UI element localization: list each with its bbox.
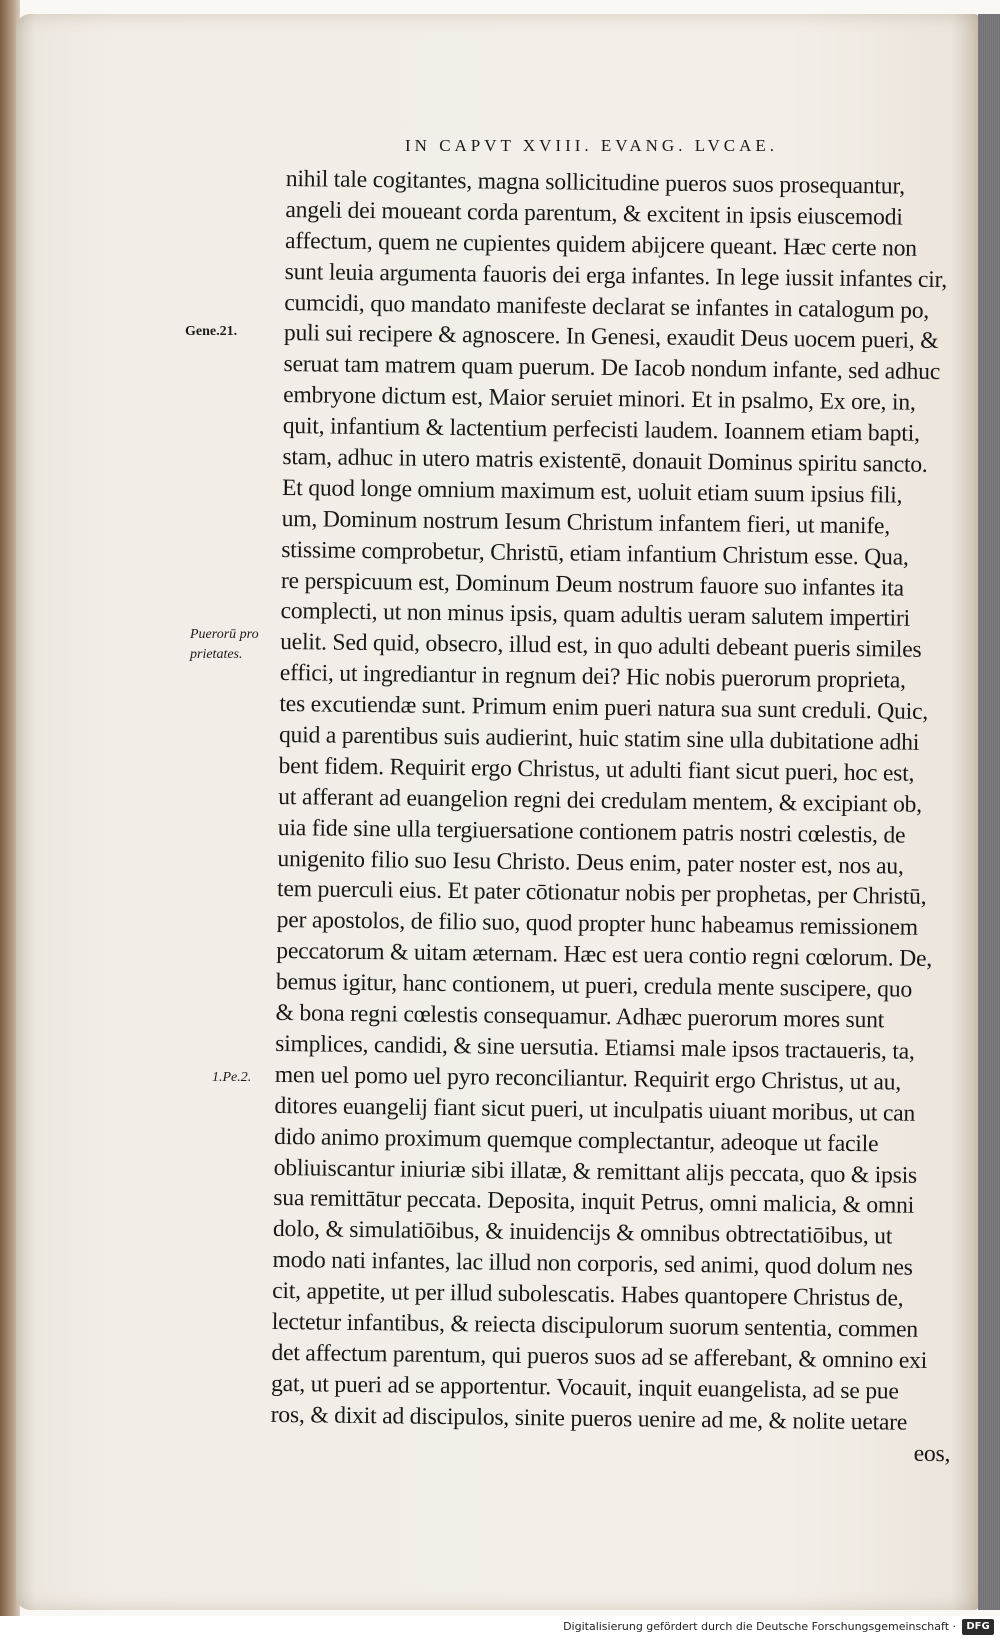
text-line: uia fide sine ulla tergiuersatione contionem patris nostri cœlestis, de bbox=[277, 814, 906, 849]
text-line: ditores euangelij fiant sicut pueri, ut inculpatis uiuant moribus, ut can bbox=[274, 1092, 916, 1127]
text-line: det affectum parentum, qui pueros suos ad se afferebant, & omnino exi bbox=[271, 1339, 928, 1374]
text-line: bent fidem. Requirit ergo Christus, ut adulti fiant sicut pueri, hoc est, bbox=[278, 752, 915, 787]
text-line: gat, ut pueri ad se apportentur. Vocauit, inquit euangelista, ad se pue bbox=[270, 1370, 899, 1405]
text-line: Et quod longe omnium maximum est, uoluit etiam suum ipsius fili, bbox=[281, 474, 903, 509]
text-line: uelit. Sed quid, obsecro, illud est, in quo adulti debeant pueris similes bbox=[279, 629, 922, 664]
text-line: sua remittātur peccata. Deposita, inquit Petrus, omni malicia, & omni bbox=[273, 1185, 915, 1220]
text-line: & bona regni cœlestis consequamur. Adhæc puerorum mores sunt bbox=[275, 999, 885, 1034]
text-line: men uel pomo uel pyro reconciliantur. Requirit ergo Christus, ut au, bbox=[274, 1061, 902, 1096]
text-line: angeli dei moueant corda parentum, & excitent in ipsis eiuscemodi bbox=[285, 196, 903, 231]
text-line: affectum, quem ne cupientes quidem abijcere queant. Hæc certe non bbox=[284, 227, 918, 262]
text-line: nihil tale cogitantes, magna sollicitudine pueros suos prosequantur, bbox=[285, 165, 906, 200]
body-text bbox=[270, 164, 966, 1470]
text-line: bemus igitur, hanc contionem, ut pueri, credula mente suscipere, quo bbox=[275, 969, 913, 1003]
text-line: cumcidi, quo mandato manifeste declarat se infantes in catalogum po, bbox=[284, 289, 930, 324]
text-line: modo nati infantes, lac illud non corporis, sed animi, quod dolum nes bbox=[272, 1247, 913, 1281]
text-line: lectetur infantibus, & reiecta discipulorum suorum sententia, commen bbox=[271, 1308, 919, 1343]
margin-note-puerorum-line2: prietates. bbox=[190, 647, 243, 662]
text-line: embryone dictum est, Maior seruiet minori. Et in psalmo, Ex ore, in, bbox=[283, 382, 916, 416]
text-line: puli sui recipere & agnoscere. In Genesi, exaudit Deus uocem pueri, & bbox=[283, 320, 939, 355]
text-line: um, Dominum nostrum Iesum Christum infantem fieri, ut manife, bbox=[281, 505, 891, 540]
text-line: stissime comprobetur, Christū, etiam infantium Christum esse. Qua, bbox=[281, 536, 909, 571]
text-line: quid a parentibus suis audierint, huic statim sine ulla dubitatione adhi bbox=[278, 721, 920, 756]
text-line: tem puerculi eius. Et pater cōtionatur nobis per prophetas, per Christū, bbox=[276, 876, 927, 911]
text-line: dido animo proximum quemque complectantur, adeoque ut facile bbox=[273, 1123, 879, 1157]
text-line: cit, appetite, ut per illud subolescatis. Habes quantopere Christus de, bbox=[272, 1277, 904, 1312]
text-line: obliuiscantur iniuriæ sibi illatæ, & remittant alijs peccata, quo & ipsis bbox=[273, 1154, 918, 1189]
margin-note-puerorum bbox=[190, 625, 259, 665]
text-line: complecti, ut non minus ipsis, quam adultis ueram salutem impertiri bbox=[280, 598, 911, 633]
margin-note-puerorum-line1: Puerorū pro bbox=[190, 627, 259, 642]
page-edges bbox=[978, 14, 1000, 1610]
text-line: ut afferant ad euangelion regni dei credulam mentem, & excipiant ob, bbox=[278, 783, 923, 818]
footer-credit: Digitalisierung gefördert durch die Deutsche Forschungsgemeinschaft · bbox=[563, 1620, 956, 1633]
text-line: effici, ut ingrediantur in regnum dei? Hic nobis puerorum proprieta, bbox=[279, 660, 906, 694]
text-line: simplices, candidi, & sine uersutia. Etiamsi male ipsos tractaueris, ta, bbox=[275, 1030, 915, 1065]
text-line: unigenito filio suo Iesu Christo. Deus enim, pater noster est, nos au, bbox=[277, 845, 904, 880]
dfg-logo: DFG bbox=[962, 1619, 994, 1635]
text-line: seruat tam matrem quam puerum. De Iacob nondum infante, sed adhuc bbox=[283, 351, 941, 386]
text-line: quit, infantium & lactentium perfecisti laudem. Ioannem etiam bapti, bbox=[282, 413, 920, 447]
margin-note-genesis: Gene.21. bbox=[185, 324, 238, 339]
text-line: sunt leuia argumenta fauoris dei erga infantes. In lege iussit infantes cir, bbox=[284, 258, 948, 293]
text-line: eos, bbox=[913, 1440, 951, 1467]
footer-bar bbox=[0, 1616, 1000, 1640]
text-line: tes excutiendæ sunt. Primum enim pueri natura sua sunt creduli. Quic, bbox=[279, 691, 929, 726]
text-line: ros, & dixit ad discipulos, sinite pueros uenire ad me, & nolite uetare bbox=[270, 1401, 908, 1436]
running-head: IN CAPVT XVIII. EVANG. LVCAE. bbox=[405, 136, 779, 155]
text-line: dolo, & simulatiōibus, & inuidencijs & omnibus obtrectatiōibus, ut bbox=[272, 1216, 893, 1250]
text-line: peccatorum & uitam æternam. Hæc est uera contio regni cœlorum. De, bbox=[276, 938, 933, 973]
text-line: per apostolos, de filio suo, quod propter hunc habeamus remissionem bbox=[276, 907, 919, 942]
margin-note-petri: 1.Pe.2. bbox=[212, 1070, 252, 1085]
text-line: re perspicuum est, Dominum Deum nostrum fauore suo infantes ita bbox=[280, 567, 905, 602]
text-line: stam, adhuc in utero matris existentē, donauit Dominus spiritu sancto. bbox=[282, 443, 928, 478]
